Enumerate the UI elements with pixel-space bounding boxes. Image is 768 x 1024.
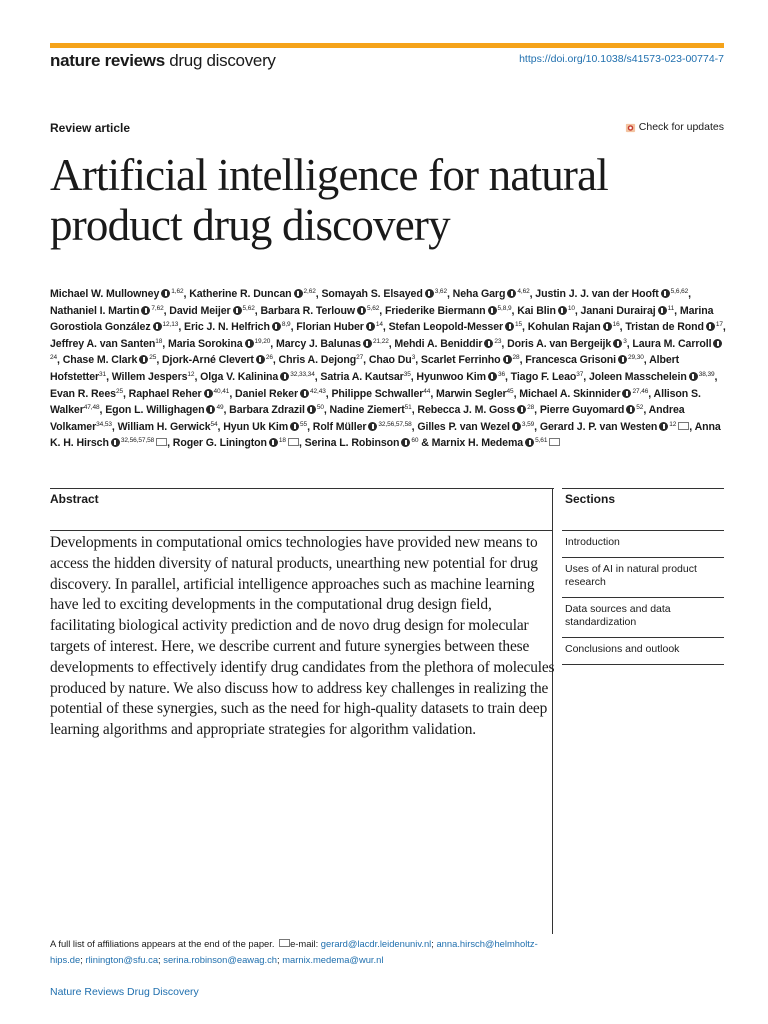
author [525,354,644,366]
affiliation-number: 32,56,57,58 [120,437,155,445]
sections-list [562,530,724,665]
orcid-icon[interactable] [618,355,627,364]
author-name[interactable]: Daniel Reker [235,387,298,400]
abstract-text: Developments in computational omics technologies have provided new means to access the hidden diversity of natural products, unearthing new potential for drug discovery. In parallel, artificial intelligence approaches such as machine learning have led to exciting developments in the computational drug design field, facilitating biological activity prediction and de novo drug design for molecular targets of interest. Here, we describe current and future synergies between these developments to effectively identify drug candidates from the plethora of molecules produced by nature. We also discuss how to address key challenges in realizing the potential of these synergies, such as the need for high-quality datasets to train deep learning algorithms and appropriate strategies for algorithm validation. [50,534,555,739]
author [168,338,270,350]
author-name[interactable]: Laura M. Carroll [632,337,712,350]
orcid-icon[interactable] [488,306,497,315]
orcid-icon[interactable] [484,339,493,348]
author-name[interactable]: Andrea Volkamer [50,404,685,433]
orcid-icon[interactable] [294,289,303,298]
author-name[interactable]: Eric J. N. Helfrich [184,321,270,334]
author-name[interactable]: Marina Gorostiola González [50,304,714,334]
affiliation-number: 50 [316,404,324,412]
affiliation-number: 5,8,9 [497,304,512,312]
author-name[interactable]: Barbara Zdrazil [229,404,305,417]
author [517,305,575,317]
author [129,388,230,400]
author [200,371,315,383]
author-name[interactable]: Michael A. Skinnider [519,387,621,400]
author [581,305,675,317]
affiliation-number: 3,62 [434,288,447,295]
author [112,371,195,383]
section-link[interactable]: Introduction [562,530,724,557]
affiliation-number: 16 [612,321,620,329]
author-name[interactable]: Anna K. H. Hirsch [50,420,721,450]
orcid-icon[interactable] [558,306,567,315]
orcid-icon[interactable] [488,372,497,381]
affiliation-number: 47,48 [83,404,100,412]
author-name[interactable]: Kai Blin [517,304,556,317]
affiliation-number: 31 [99,370,107,378]
affiliation-number: 5,62 [367,304,380,312]
affiliation-number: 54 [210,420,218,428]
orcid-icon[interactable] [713,339,722,348]
author-name[interactable]: Pierre Guyomard [539,404,625,417]
author [276,338,389,350]
author-name[interactable]: Nadine Ziemert [329,404,405,417]
affiliation-number: 23 [494,337,502,345]
author [369,354,415,366]
author [321,288,447,300]
orcid-icon[interactable] [512,422,521,431]
author-name[interactable]: Marcy J. Balunas [275,337,361,350]
orcid-icon[interactable] [706,322,715,331]
author [540,421,689,433]
author-name[interactable]: Marnix H. Medema [431,437,524,450]
email-label: e-mail: [290,938,321,949]
author-name[interactable]: Marwin Segler [436,387,507,400]
author-name[interactable]: Hyunwoo Kim [416,370,486,383]
author-name[interactable]: Egon L. Willighagen [105,404,205,417]
journal-name [50,51,276,71]
author-name[interactable]: Florian Huber [296,321,364,334]
orcid-icon[interactable] [363,339,372,348]
author-name[interactable]: Chao Du [368,354,412,367]
author [260,305,379,317]
affiliation-number: 24 [50,354,58,362]
orcid-icon[interactable] [245,339,254,348]
affiliation-number: 4,62 [517,288,530,295]
affiliation-number: 37 [576,370,584,378]
author-name[interactable]: William H. Gerwick [117,420,211,433]
affiliations-note [50,936,550,967]
affiliation-number: 52 [636,404,644,412]
email-icon[interactable] [288,438,299,446]
author-name[interactable]: Chase M. Clark [62,354,138,367]
affiliation-number: 1,62 [171,288,184,295]
author-name[interactable]: Barbara R. Terlouw [260,304,356,317]
doi-link[interactable]: https://doi.org/10.1038/s41573-023-00774-7 [519,53,724,65]
section-link[interactable]: Data sources and data standardization [562,597,724,637]
email-link[interactable]: rlinington@sfu.ca [85,953,159,965]
affiliation-number: 5,61 [535,437,548,445]
affiliation-number: 18 [155,337,163,345]
affiliation-number: 17 [715,321,723,329]
author-name[interactable]: Justin J. J. van der Hooft [535,288,659,300]
orcid-icon[interactable] [613,339,622,348]
email-icon[interactable] [156,438,167,446]
author-name[interactable]: Mehdi A. Beniddir [394,337,483,350]
author-name[interactable]: Tristan de Rond [625,321,704,334]
affiliation-number: 19,20 [254,337,271,345]
orcid-icon[interactable] [256,355,265,364]
orcid-icon[interactable] [603,322,612,331]
author-name[interactable]: Roger G. Linington [172,437,267,450]
affiliation-number: 12 [187,370,195,378]
author [417,404,534,416]
author-name[interactable]: Tiago F. Leao [510,370,577,383]
author-name[interactable]: Michael W. Mullowney [50,288,160,300]
sections-heading: Sections [565,492,616,506]
author [169,305,254,317]
affiliation-number: 14 [375,321,383,329]
affiliation-number: 29,30 [628,354,644,362]
footer-journal-link[interactable]: Nature Reviews Drug Discovery [50,986,199,998]
affiliation-number: 28 [527,404,535,412]
section-link[interactable]: Uses of AI in natural product research [562,557,724,597]
author [507,338,627,350]
author-name[interactable]: Joleen Masschelein [588,370,687,383]
orcid-icon[interactable] [357,306,366,315]
orcid-icon[interactable] [661,289,670,298]
author-name[interactable]: David Meijer [169,304,231,317]
orcid-icon[interactable] [269,438,278,447]
affiliation-number: 5,6,62 [670,288,689,295]
author [625,321,723,333]
email-icon[interactable] [549,438,560,446]
author-name[interactable]: Janani Durairaj [580,304,656,317]
affiliation-number: 12 [669,420,677,428]
affiliation-number: 44 [423,387,431,395]
check-for-updates-button[interactable] [625,121,724,133]
affiliation-number: 3 [411,354,416,362]
author-name[interactable]: Gerard J. P. van Westen [539,420,658,433]
author-name[interactable]: Raphael Reher [128,387,202,400]
author-name[interactable]: Willem Jespers [111,370,188,383]
author-name[interactable]: Katherine R. Duncan [189,288,292,300]
author-name[interactable]: Gilles P. van Wezel [417,420,510,433]
affiliation-number: 11 [667,304,675,312]
affiliation-number: 3 [623,337,627,345]
affiliation-number: 35 [403,370,411,378]
article-type: Review article [50,121,131,135]
orcid-icon[interactable] [626,405,635,414]
email-list: gerard@lacdr.leidenuniv.nl; anna.hirsch@helmholtz-hips.de; rlinington@sfu.ca; serina.robinson@eawag.ch; marnix.medema@wur.nl [50,938,538,965]
affiliation-number: 10 [567,304,575,312]
author [184,321,291,333]
abstract-heading: Abstract [50,492,99,506]
affiliation-number: 21,22 [372,337,389,345]
author [229,404,324,416]
affiliation-number: 3,59 [521,420,535,428]
author-name[interactable]: Friederike Biermann [384,304,486,317]
author-name[interactable]: Allison S. Walker [50,387,701,417]
affiliation-number: 36 [497,370,505,378]
affiliation-number: 28 [512,354,520,362]
author [105,404,223,416]
affiliation-number: 12,13 [162,321,179,329]
affiliation-number: 38,39 [698,370,715,378]
email-icon [279,939,290,947]
affiliation-number: 32,56,57,58 [378,420,412,428]
orcid-icon[interactable] [111,438,120,447]
orcid-icon[interactable] [401,438,410,447]
author [589,371,715,383]
author-name[interactable]: Doris A. van Bergeijk [507,337,612,350]
orcid-icon[interactable] [517,405,526,414]
orcid-icon[interactable] [525,438,534,447]
author [50,338,162,350]
orcid-icon[interactable] [153,322,162,331]
affiliation-number: 60 [411,437,419,445]
affiliation-number: 27 [356,354,364,362]
author [330,404,412,416]
affiliation-number: 51 [404,404,412,412]
author [320,371,410,383]
article-title: Artificial intelligence for natural product drug discovery [50,150,608,250]
author [223,421,307,433]
affiliation-number: 26 [265,354,273,362]
author-name[interactable]: Philippe Schwaller [331,387,424,400]
journal-name-light: drug discovery [164,51,276,70]
email-link[interactable]: gerard@lacdr.leidenuniv.nl [320,938,432,949]
author [235,388,326,400]
author [50,388,123,400]
sections-top-rule [562,488,724,489]
author [189,288,316,300]
author-name[interactable]: Rebecca J. M. Goss [417,404,516,417]
orcid-icon[interactable] [206,405,215,414]
affiliation-number: 49 [216,404,224,412]
orcid-icon[interactable] [368,422,377,431]
author [511,371,584,383]
author-name[interactable]: Kohulan Rajan [527,321,601,334]
affiliation-number: 7,62 [151,304,164,312]
author [385,305,512,317]
author [331,388,430,400]
email-icon[interactable] [678,422,689,430]
author [305,437,419,449]
orcid-icon[interactable] [161,289,170,298]
affiliation-number: 8,9 [281,321,291,329]
author-name[interactable]: Scarlet Ferrinho [420,354,501,367]
author-name[interactable]: Satria A. Kautsar [320,370,404,383]
email-link[interactable]: serina.robinson@eawag.ch [163,953,277,965]
orcid-icon[interactable] [503,355,512,364]
author-name[interactable]: Albert Hofstetter [50,354,680,383]
author [436,388,514,400]
orcid-icon[interactable] [689,372,698,381]
affiliation-number: 34,53 [96,420,112,428]
author [453,288,530,300]
email-link[interactable]: marnix.medema@wur.nl [282,953,384,965]
check-for-updates-label: Check for updates [638,121,724,133]
orcid-icon[interactable] [658,306,667,315]
orcid-icon[interactable] [272,322,281,331]
author-name[interactable]: Djork-Arné Clevert [162,354,254,367]
author-name[interactable]: Rolf Müller [312,420,367,433]
author [535,288,688,300]
orcid-icon[interactable] [141,306,150,315]
affiliation-number: 15 [515,321,523,329]
author-name[interactable]: Francesca Grisoni [525,354,617,367]
affiliation-number: 45 [506,387,514,395]
author-name[interactable]: Neha Garg [452,288,506,300]
abstract-top-rule [50,488,554,489]
author [50,288,184,300]
author [162,354,273,366]
author [417,421,534,433]
orcid-icon[interactable] [366,322,375,331]
author-name[interactable]: Serina L. Robinson [304,437,400,450]
author [313,421,412,433]
author [540,404,644,416]
affiliation-number: 5,62 [242,304,255,312]
affiliation-number: 25 [115,387,123,395]
author [279,354,364,366]
author-name[interactable]: Nathaniel I. Martin [50,304,140,317]
check-for-updates-icon [625,122,636,133]
author-name[interactable]: Stefan Leopold-Messer [388,321,504,334]
author-name[interactable]: Chris A. Dejong [278,354,357,367]
orcid-icon[interactable] [507,289,516,298]
orcid-icon[interactable] [139,355,148,364]
orcid-icon[interactable] [659,422,668,431]
orcid-icon[interactable] [307,405,316,414]
journal-name-bold: nature reviews [50,51,165,70]
author [432,437,561,449]
author [528,321,620,333]
author-name[interactable]: Evan R. Rees [50,387,116,400]
journal-accent-bar [50,43,724,48]
sections-bottom-rule [562,664,724,665]
author-name[interactable]: Maria Sorokina [167,337,243,350]
author-list: Michael W. Mullowney $^{1,62}$, Katherine R. Duncan $^{2,62}$, Somayah S. Elsayed $^{3,62}$, Neha Garg $^{4,62}$, Justin J. J. van der Hooft $^{5,6,62}$, Nathaniel I. Martin $^{7,62}$, David Meijer $^{5,62}$, Barbara R. Terlouw $^{5,62}$, Friederike Biermann $^{5,8,9}$, Kai Blin $^{10}$, Janani Durairaj $^{11}$, Marina Gorostiola González $^{12,13}$, Eric J. N. Helfrich $^{8,9}$, Florian Huber $^{14}$, Stefan Leopold-Messer $^{15}$, Kohulan Rajan $^{16}$, Tristan de Rond $^{17}$, Jeffrey A. van Santen$^{18}$, Maria Sorokina $^{19,20}$, Marcy J. Balunas $^{21,22}$, Mehdi A. Beniddir $^{23}$, Doris A. van Bergeijk $^3$, Laura M. Carroll$^{24}$, Chase M. Clark $^{25}$, Djork-Arné Clevert $^{26}$, Chris A. Dejong$^{27}$, Chao Du$^3$, Scarlet Ferrinho $^{28}$, Francesca Grisoni $^{29,30}$, Albert Hofstetter$^{31}$, Willem Jespers$^{12}$, Olga V. Kalinina $^{32,33,34}$, Satria A. Kautsar$^{35}$, Hyunwoo Kim $^{36}$, Tiago F. Leao$^{37}$, Joleen Masschelein $^{38,39}$, Evan R. Rees$^{25}$, Raphael Reher $^{40,41}$, Daniel Reker $^{42,43}$, Philippe Schwaller$^{44}$, Marwin Segler$^{45}$, Michael A. Skinnider $^{27,46}$, Allison S. Walker$^{47,48}$, Egon L. Willighagen $^{49}$, Barbara Zdrazil $^{50}$, Nadine Ziemert$^{51}$, Rebecca J. M. Goss $^{28}$, Pierre Guyomard $^{52}$, Andrea Volkamer$^{34,53}$, William H. Gerwick$^{54}$, Hyun Uk Kim $^{55}$, Rolf Müller $^{32,56,57,58}$, Gilles P. van Wezel $^{3,59}$, Gerard J. P. van Westen $^{12}$ , Anna K. H. Hirsch $^{32,56,57,58}$ , Roger G. Linington $^{18}$ , Serina L. Robinson $^{60}$ & Marnix H. Medema $^{5,61}$ [50,288,726,450]
affiliation-number: 55 [300,420,308,428]
affiliation-number: 42,43 [310,387,326,395]
orcid-icon[interactable] [425,289,434,298]
author [118,421,218,433]
affiliation-number: 25 [149,354,157,362]
affiliations-text: A full list of affiliations appears at the end of the paper. [50,938,278,949]
affiliation-number: 2,62 [303,288,316,295]
author [389,321,522,333]
author-name[interactable]: Hyun Uk Kim [223,420,289,433]
affiliation-number: 40,41 [213,387,230,395]
affiliation-number: 27,46 [632,387,649,395]
author [63,354,157,366]
orcid-icon[interactable] [300,389,309,398]
author [50,305,164,317]
orcid-icon[interactable] [290,422,299,431]
orcid-icon[interactable] [233,306,242,315]
author [296,321,383,333]
email-link[interactable]: anna.hirsch@helmholtz-hips.de [50,938,538,965]
section-link[interactable]: Conclusions and outlook [562,637,724,664]
author [394,338,501,350]
author-name[interactable]: Somayah S. Elsayed [321,288,423,300]
abstract-rule [50,530,552,531]
author-name[interactable]: Jeffrey A. van Santen [50,337,156,350]
orcid-icon[interactable] [505,322,514,331]
orcid-icon[interactable] [280,372,289,381]
affiliation-number: 32,33,34 [290,370,315,378]
orcid-icon[interactable] [204,389,213,398]
affiliation-number: 18 [278,437,286,445]
orcid-icon[interactable] [622,389,631,398]
author [173,437,299,449]
author [519,388,648,400]
author-name[interactable]: Olga V. Kalinina [200,370,279,383]
author [421,354,520,366]
author [416,371,505,383]
